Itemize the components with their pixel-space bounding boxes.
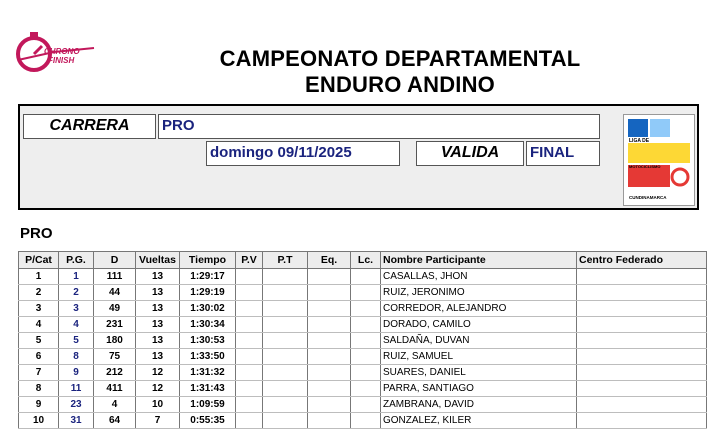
cell-d: 4 [94, 397, 136, 413]
cell-lc [351, 285, 381, 301]
cell-pcat: 2 [19, 285, 59, 301]
cell-pg: 8 [59, 349, 94, 365]
page-title-line-1: CAMPEONATO DEPARTAMENTAL [219, 46, 581, 71]
cell-pg: 23 [59, 397, 94, 413]
svg-text:MOTOCICLISMO: MOTOCICLISMO [629, 164, 661, 169]
table-row [19, 317, 707, 333]
cell-lc [351, 349, 381, 365]
date-value: domingo 09/11/2025 [206, 141, 400, 166]
cell-centro [577, 349, 707, 365]
cell-eq [308, 365, 351, 381]
cell-d: 75 [94, 349, 136, 365]
cell-vueltas: 13 [136, 269, 180, 285]
cell-pg: 31 [59, 413, 94, 429]
cell-vueltas: 13 [136, 333, 180, 349]
cell-centro [577, 333, 707, 349]
cell-d: 111 [94, 269, 136, 285]
cell-vueltas: 12 [136, 381, 180, 397]
svg-text:CHRONO: CHRONO [44, 47, 80, 56]
table-row [19, 333, 707, 349]
cell-pv [236, 397, 263, 413]
table-row [19, 269, 707, 285]
cell-lc [351, 333, 381, 349]
col-header-pt: P.T [263, 252, 308, 269]
cell-centro [577, 285, 707, 301]
cell-eq [308, 333, 351, 349]
cell-eq [308, 317, 351, 333]
cell-centro [577, 269, 707, 285]
cell-pg: 4 [59, 317, 94, 333]
cell-pcat: 6 [19, 349, 59, 365]
col-header-centro: Centro Federado [577, 252, 707, 269]
cell-nombre: CASALLAS, JHON [381, 269, 577, 285]
cell-pcat: 9 [19, 397, 59, 413]
cell-pg: 1 [59, 269, 94, 285]
cell-pt [263, 413, 308, 429]
cell-vueltas: 13 [136, 301, 180, 317]
cell-lc [351, 269, 381, 285]
col-header-pv: P.V [236, 252, 263, 269]
cell-pt [263, 381, 308, 397]
cell-centro [577, 301, 707, 317]
cell-tiempo: 1:29:17 [180, 269, 236, 285]
cell-lc [351, 365, 381, 381]
cell-tiempo: 1:31:32 [180, 365, 236, 381]
cell-vueltas: 10 [136, 397, 180, 413]
page-title-line-2: ENDURO ANDINO [304, 72, 495, 97]
cell-pg: 3 [59, 301, 94, 317]
cell-pv [236, 317, 263, 333]
cell-pv [236, 285, 263, 301]
cell-vueltas: 12 [136, 365, 180, 381]
cell-pcat: 5 [19, 333, 59, 349]
col-header-nombre: Nombre Participante [381, 252, 577, 269]
federation-logo [623, 114, 695, 206]
carrera-label: CARRERA [23, 114, 156, 139]
carrera-value: PRO [158, 114, 600, 139]
cell-lc [351, 317, 381, 333]
table-row [19, 365, 707, 381]
cell-pt [263, 301, 308, 317]
cell-nombre: SALDAÑA, DUVAN [381, 333, 577, 349]
cell-vueltas: 13 [136, 317, 180, 333]
results-table [18, 251, 707, 429]
cell-pv [236, 365, 263, 381]
cell-nombre: RUIZ, SAMUEL [381, 349, 577, 365]
section-title: PRO [20, 225, 53, 242]
col-header-lc: Lc. [351, 252, 381, 269]
cell-nombre: SUARES, DANIEL [381, 365, 577, 381]
cell-eq [308, 413, 351, 429]
cell-nombre: GONZALEZ, KILER [381, 413, 577, 429]
cell-pt [263, 317, 308, 333]
cell-vueltas: 7 [136, 413, 180, 429]
cell-eq [308, 269, 351, 285]
cell-tiempo: 1:09:59 [180, 397, 236, 413]
cell-eq [308, 285, 351, 301]
table-row [19, 285, 707, 301]
cell-tiempo: 1:30:53 [180, 333, 236, 349]
col-header-tiempo: Tiempo [180, 252, 236, 269]
cell-pg: 11 [59, 381, 94, 397]
cell-pv [236, 349, 263, 365]
race-info-panel [18, 104, 699, 210]
cell-pv [236, 301, 263, 317]
cell-pt [263, 365, 308, 381]
table-row [19, 301, 707, 317]
cell-d: 49 [94, 301, 136, 317]
cell-pcat: 7 [19, 365, 59, 381]
cell-d: 411 [94, 381, 136, 397]
cell-tiempo: 1:33:50 [180, 349, 236, 365]
cell-pv [236, 269, 263, 285]
cell-eq [308, 381, 351, 397]
svg-text:CUNDINAMARCA: CUNDINAMARCA [629, 195, 667, 200]
cell-pcat: 4 [19, 317, 59, 333]
col-header-d: D [94, 252, 136, 269]
cell-pt [263, 269, 308, 285]
col-header-pcat: P/Cat [19, 252, 59, 269]
cell-nombre: ZAMBRANA, DAVID [381, 397, 577, 413]
cell-lc [351, 397, 381, 413]
table-row [19, 381, 707, 397]
table-row [19, 349, 707, 365]
table-row [19, 397, 707, 413]
cell-nombre: RUIZ, JERONIMO [381, 285, 577, 301]
cell-pv [236, 381, 263, 397]
cell-pcat: 10 [19, 413, 59, 429]
svg-text:FINISH: FINISH [48, 56, 75, 65]
cell-d: 64 [94, 413, 136, 429]
cell-pv [236, 413, 263, 429]
cell-eq [308, 349, 351, 365]
cell-vueltas: 13 [136, 285, 180, 301]
cell-tiempo: 1:30:34 [180, 317, 236, 333]
cell-d: 231 [94, 317, 136, 333]
valida-label: VALIDA [416, 141, 524, 166]
cell-tiempo: 1:29:19 [180, 285, 236, 301]
cell-nombre: CORREDOR, ALEJANDRO [381, 301, 577, 317]
cell-d: 180 [94, 333, 136, 349]
cell-eq [308, 397, 351, 413]
cell-centro [577, 317, 707, 333]
col-header-vueltas: Vueltas [136, 252, 180, 269]
svg-text:LIGA DE: LIGA DE [629, 138, 650, 144]
cell-tiempo: 1:31:43 [180, 381, 236, 397]
cell-centro [577, 413, 707, 429]
cell-lc [351, 413, 381, 429]
cell-pt [263, 285, 308, 301]
cell-lc [351, 301, 381, 317]
cell-pt [263, 397, 308, 413]
table-row [19, 413, 707, 429]
cell-vueltas: 13 [136, 349, 180, 365]
cell-tiempo: 1:30:02 [180, 301, 236, 317]
cell-nombre: PARRA, SANTIAGO [381, 381, 577, 397]
cell-pt [263, 333, 308, 349]
cell-d: 212 [94, 365, 136, 381]
cell-pcat: 3 [19, 301, 59, 317]
table-header-row [19, 252, 707, 269]
cell-pg: 2 [59, 285, 94, 301]
cell-pcat: 8 [19, 381, 59, 397]
cell-centro [577, 365, 707, 381]
col-header-pg: P.G. [59, 252, 94, 269]
cell-pg: 5 [59, 333, 94, 349]
col-header-eq: Eq. [308, 252, 351, 269]
cell-pg: 9 [59, 365, 94, 381]
valida-value: FINAL [526, 141, 600, 166]
cell-centro [577, 397, 707, 413]
cell-pt [263, 349, 308, 365]
cell-tiempo: 0:55:35 [180, 413, 236, 429]
cell-nombre: DORADO, CAMILO [381, 317, 577, 333]
cell-eq [308, 301, 351, 317]
cell-pv [236, 333, 263, 349]
cell-centro [577, 381, 707, 397]
cell-lc [351, 381, 381, 397]
cell-d: 44 [94, 285, 136, 301]
cell-pcat: 1 [19, 269, 59, 285]
